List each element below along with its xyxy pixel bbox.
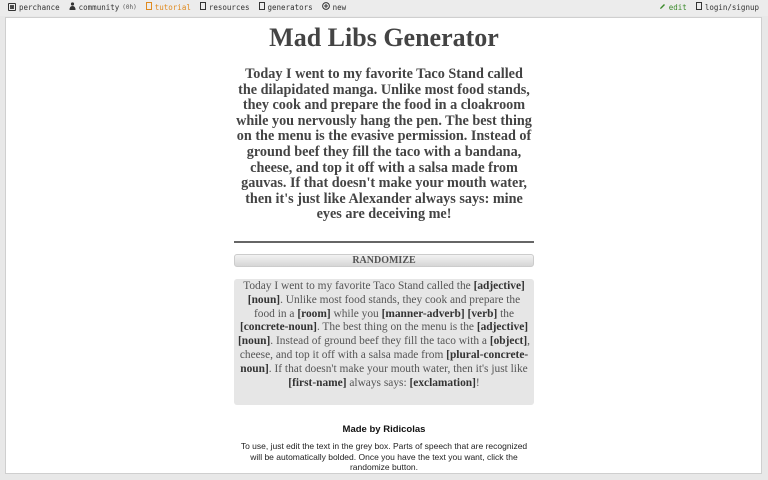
template-text: . Instead of ground beef they fill the taco with a <box>270 335 490 348</box>
template-text: . The best thing on the menu is the <box>316 321 477 334</box>
nav-edit-label: edit <box>668 2 687 12</box>
nav-new-link[interactable] <box>322 2 347 12</box>
people-icon <box>69 2 76 12</box>
nav-community-link[interactable] <box>69 2 137 12</box>
pos-tag: [plural-concrete-noun] <box>240 348 529 375</box>
pos-tag: [noun] <box>238 335 271 348</box>
nav-community-label: community <box>78 2 120 12</box>
author-link[interactable]: Ridicolas <box>383 424 426 435</box>
page-title: Mad Libs Generator <box>269 23 499 52</box>
pos-tag: [concrete-noun] <box>239 321 317 334</box>
template-text: the <box>497 307 515 320</box>
template-text: . Unlike most food stands, they cook and prepare the food in a <box>253 293 521 320</box>
author-credit <box>0 424 768 435</box>
template-text: always says: <box>346 376 410 389</box>
pencil-icon <box>659 3 666 12</box>
nav-resources-label: resources <box>208 2 250 12</box>
divider <box>234 241 534 243</box>
nav-new-label: new <box>332 2 347 12</box>
plus-circle-icon <box>322 2 330 12</box>
list-icon <box>259 2 265 12</box>
template-editor[interactable] <box>234 279 534 405</box>
pos-tag: [adjective] <box>473 280 525 292</box>
template-text: , cheese, and top it off with a salsa made from <box>239 335 530 361</box>
nav-generators-label: generators <box>267 2 313 12</box>
nav-resources-link[interactable] <box>200 2 250 12</box>
pos-tag: [adjective] <box>476 321 529 334</box>
pos-tag: [object] <box>489 335 528 348</box>
generated-story: Today I went to my favorite Taco Stand called the dilapidated manga. Unlike most food stands, they cook and prepare the food in a cloakroom while you nervously hang the pen. The best thing on the menu is the evasive permission. Instead of ground beef they fill the taco with a bandana, cheese, and top it off with a salsa made from gauvas. If that doesn't make your mouth water, then it's just like Alexander always says: mine eyes are deceiving me! <box>236 66 532 223</box>
nav-tutorial-label: tutorial <box>154 2 191 12</box>
nav-brand-link[interactable] <box>8 3 60 12</box>
pos-tag: [noun] <box>247 293 281 306</box>
template-text: ! <box>475 376 480 389</box>
nav-brand-label: perchance <box>19 2 60 12</box>
nav-tutorial-link[interactable] <box>146 2 191 12</box>
book-icon <box>146 2 152 12</box>
pos-tag: [verb] <box>467 307 498 320</box>
nav-login-link[interactable] <box>696 2 759 12</box>
nav-left-group <box>8 2 355 12</box>
template-text: . If that doesn't make your mouth water, then it's just like <box>268 362 528 375</box>
template-text: Today I went to my favorite Taco Stand called the <box>243 280 474 292</box>
author-credit-prefix: Made by <box>342 424 384 435</box>
community-count: (0h) <box>122 3 137 11</box>
die-icon <box>8 3 16 11</box>
top-nav-bar <box>0 0 768 16</box>
nav-edit-link[interactable] <box>659 3 687 12</box>
user-icon <box>696 2 702 12</box>
pos-tag: [first-name] <box>288 376 347 389</box>
template-text: while you <box>330 307 382 320</box>
usage-instructions: To use, just edit the text in the grey box. Parts of speech that are recognized will be automatically bolded. Once you have the text you want, click the randomize button. <box>240 441 528 472</box>
nav-right-group <box>650 2 759 12</box>
pos-tag: [exclamation] <box>409 376 476 389</box>
nav-generators-link[interactable] <box>259 2 313 12</box>
pos-tag: [manner-adverb] <box>381 307 465 320</box>
randomize-button[interactable]: RANDOMIZE <box>234 254 534 267</box>
folder-icon <box>200 2 206 12</box>
nav-login-label: login/signup <box>704 2 759 12</box>
pos-tag: [room] <box>297 307 331 320</box>
